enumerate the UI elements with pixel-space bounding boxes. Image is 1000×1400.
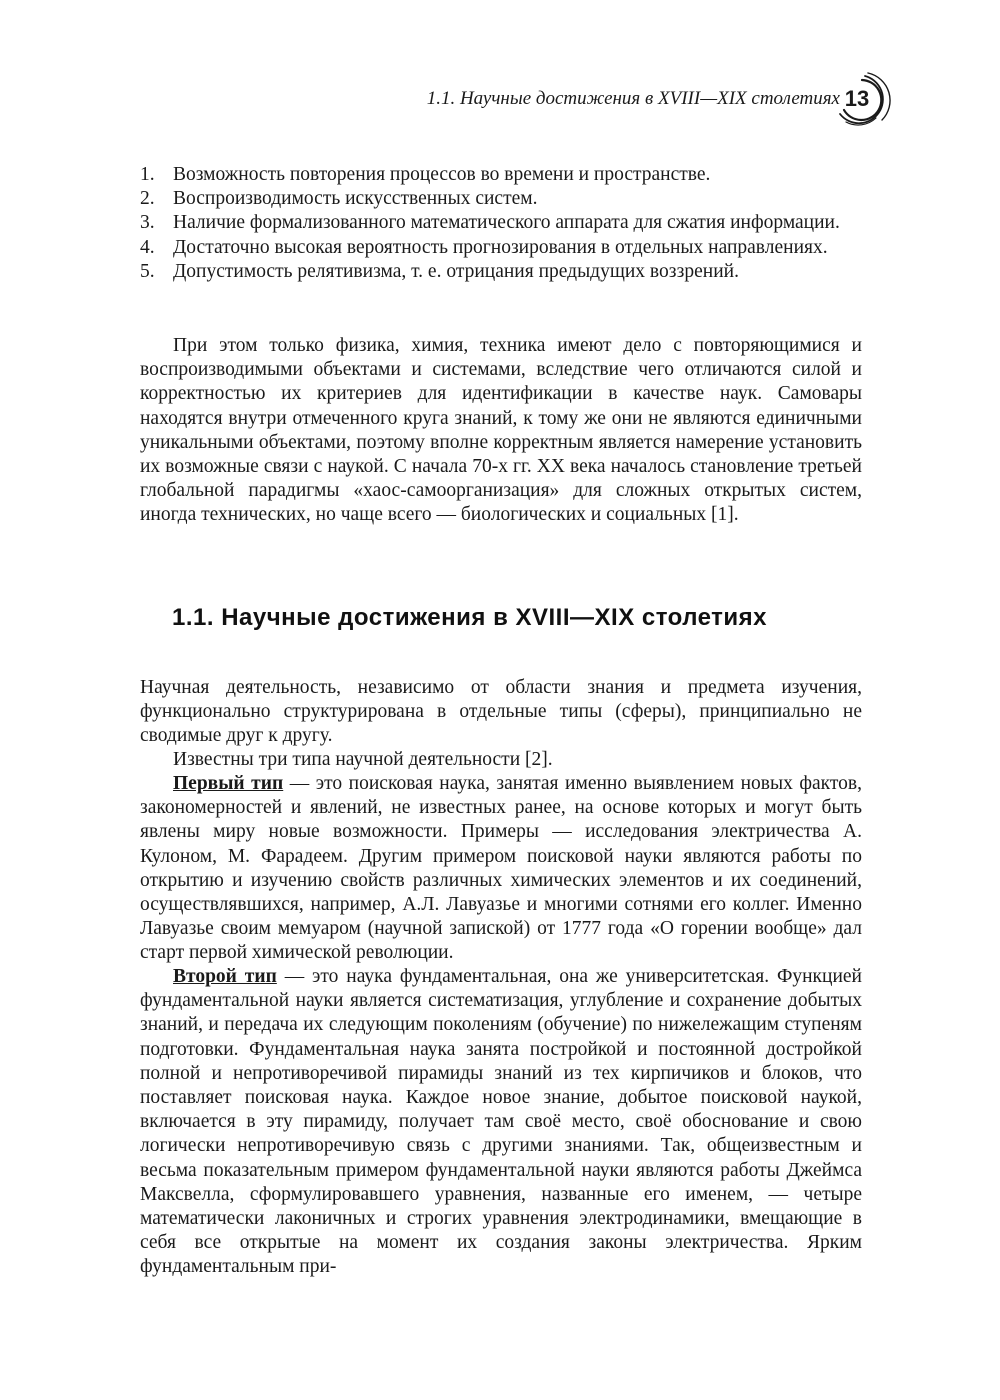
term-second-type: Второй тип: [173, 966, 277, 987]
list-item-number: 1.: [140, 164, 155, 185]
list-item: [140, 260, 862, 284]
list-item-text: Воспроизводимость искусственных систем.: [173, 188, 538, 210]
list-item-text: Возможность повторения процессов во времени и пространстве.: [173, 164, 711, 185]
list-item: [140, 187, 862, 211]
body-paragraph: При этом только физика, химия, техника имеют дело с повторяющимися и воспроизводимыми объектами и системами, вследствие чего отличаются силой и корректностью их критериев для идентификации в качестве наук. Самовары находятся внутри отмеченного круга знаний, к тому же они не являются единичными уникальными объектами, поэтому вполне корректным является намерение установить их возможные связи с наукой. С начала 70-х гг. XX века началось становление третьей глобальной парадигмы «хаос-самоорганизация» для сложных открытых систем, иногда технических, но чаще всего — биологических и социальных [1].: [140, 335, 862, 526]
list-item-number: 2.: [140, 188, 155, 210]
criteria-list: [140, 163, 862, 284]
list-item: [140, 163, 862, 187]
body-paragraph: Научная деятельность, независимо от области знания и предмета изучения, функционально структурирована в отдельные типы (сферы), принципиально не сводимые друг к другу.: [140, 677, 862, 747]
list-item-number: 4.: [140, 236, 155, 258]
term-first-type: Первый тип: [173, 773, 284, 794]
list-item-number: 5.: [140, 260, 155, 282]
list-item: [140, 211, 862, 235]
list-item-text: Наличие формализованного математического аппарата для сжатия информации.: [173, 212, 840, 234]
running-header: 1.1. Научные достижения в XVIII—XIX столетиях: [426, 88, 840, 109]
list-item-text: Допустимость релятивизма, т. е. отрицания предыдущих воззрений.: [173, 260, 739, 282]
list-item-number: 3.: [140, 212, 155, 234]
body-paragraph-first-type: [140, 772, 862, 966]
body-paragraph: Известны три типа научной деятельности [2].: [173, 749, 553, 770]
paragraph-text: — это поисковая наука, занятая именно выявлением новых фактов, закономерностей и явлений, не известных ранее, на основе которых и могут быть явлены миру новые возможности. Примеры — исследования электричества А. Кулоном, М. Фарадеем. Другим примером поисковой науки являются работы по открытию и изучению свойств различных химических элементов и их соединений, осуществлявшихся, например, А.Л. Лавуазье и многими сотнями его коллег. Именно Лавуазье своим мемуаром (научной запиской) от 1777 года «О горении вообще» дал старт первой химической революции.: [140, 773, 862, 964]
paragraph-text: — это наука фундаментальная, она же университетская. Функцией фундаментальной науки является систематизация, углубление и сохранение добытых знаний, и передача их следующим поколениям (обучение) по нижележащим ступеням подготовки. Фундаментальная наука занята постройкой и постоянной достройкой полной и непротиворечивой пирамиды знаний из тех кирпичиков и блоков, что поставляет поисковая наука. Каждое новое знание, добытое поисковой наукой, включается в эту пирамиду, получает там своё место, своё обоснование и свою логически непротиворечивую связь с другими знаниями. Так, общеизвестным и весьма показательным примером фундаментальной науки являются работы Джеймса Максвелла, сформулировавшего уравнения, названные его именем, — четыре математически лаконичных и строгих уравнения электродинамики, вмещающие в себя все открытые на момент их создания законы электричества. Ярким фундаментальным при-: [140, 966, 862, 1278]
section-heading: 1.1. Научные достижения в XVIII—XIX столетиях: [172, 604, 768, 631]
body-paragraph-second-type: [140, 965, 862, 1280]
list-item-text: Достаточно высокая вероятность прогнозирования в отдельных направлениях.: [173, 236, 828, 258]
page-number-badge: [832, 70, 894, 132]
list-item: [140, 236, 862, 260]
page-number: 13: [844, 86, 870, 111]
